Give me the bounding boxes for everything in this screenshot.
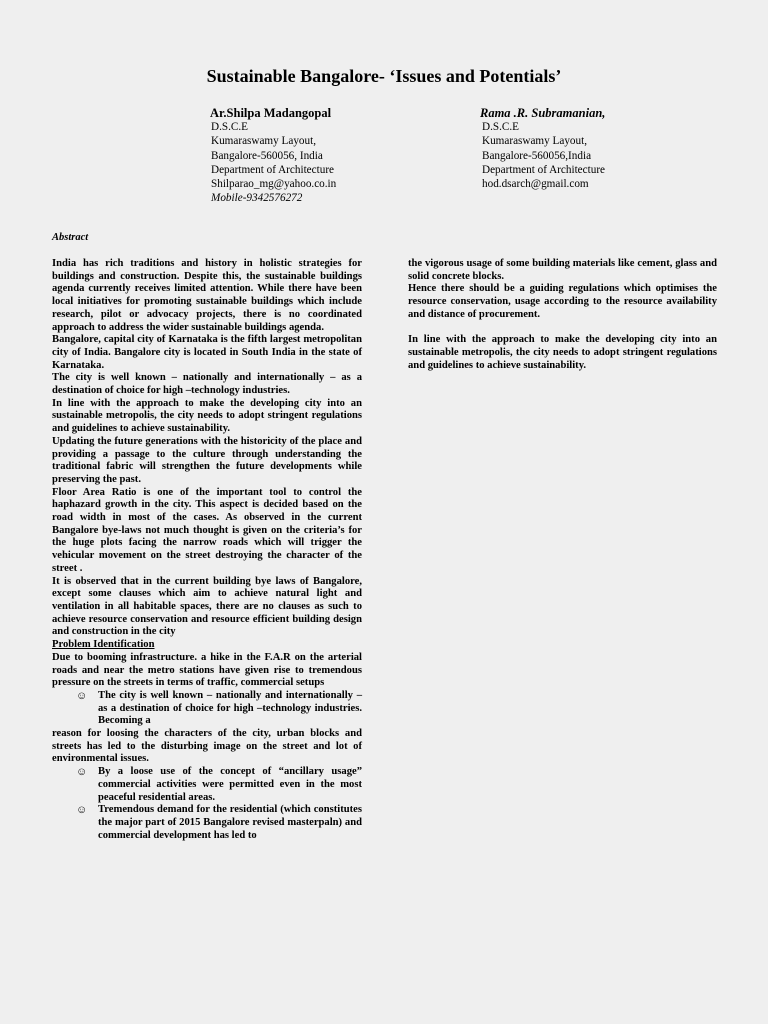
right-column (408, 258, 717, 372)
bullet-item (52, 766, 362, 804)
bullet-text: The city is well known – nationally and internationally – as a destination of choice for high –technology industries. Becoming a (98, 689, 362, 727)
author-1-mobile: Mobile-9342576272 (211, 192, 303, 205)
problem-heading: Problem Identification (52, 639, 155, 651)
author-block-1 (211, 106, 336, 205)
author-1-city: Bangalore-560056, India (211, 149, 323, 162)
author-name-2: Rama .R. Subramanian, (480, 106, 606, 120)
author-1-department: Department of Architecture (211, 163, 335, 176)
author-2-email: hod.dsarch@gmail.com (482, 178, 589, 191)
paragraph: Hence there should be a guiding regulations which optimises the resource conservation, usage according to the resource availability and distance of procurement. (408, 283, 717, 320)
author-1-institution: D.S.C.E (211, 121, 248, 134)
paragraph: Updating the future generations with the historicity of the place and providing a passage to the culture through understanding the traditional fabric will strengthen the future developments while preserving the past. (52, 435, 362, 485)
author-2-department: Department of Architecture (482, 163, 606, 176)
paragraph: In line with the approach to make the developing city into an sustainable metropolis, the city needs to adopt stringent regulations and guidelines to achieve sustainability. (408, 334, 717, 371)
left-column (52, 258, 362, 842)
bullet-item (52, 690, 362, 728)
problem-intro: Due to booming infrastructure. a hike in the F.A.R on the arterial roads and near the metro stations have given rise to tremendous pressure on the streets in terms of traffic, commercial setups (52, 651, 362, 689)
author-name-1: Ar.Shilpa Madangopal (210, 106, 332, 120)
paragraph: Floor Area Ratio is one of the important tool to control the haphazard growth in the city. This aspect is decided based on the road width in most of the cases. As observed in the current Bangalore bye-laws not much thought is given on the criteria’s for the huge plots facing the narrow roads which will trigger the vehicular movement on the street destroying the character of the street . (52, 486, 362, 574)
paper-title: Sustainable Bangalore- ‘Issues and Potentials’ (206, 66, 562, 86)
paragraph: In line with the approach to make the developing city into an sustainable metropolis, the city needs to adopt stringent regulations and guidelines to achieve sustainability. (52, 397, 362, 435)
paragraph: The city is well known – nationally and internationally – as a destination of choice for high –technology industries. (52, 372, 362, 397)
author-1-email: Shilparao_mg@yahoo.co.in (211, 178, 337, 191)
author-block-2 (482, 106, 605, 191)
author-2-city: Bangalore-560056,India (482, 149, 592, 162)
bullet-face-icon: ☺ (76, 689, 88, 702)
paragraph: It is observed that in the current building bye laws of Bangalore, except some clauses which aim to achieve natural light and ventilation in all habitable spaces, there are no clauses as such to achieve resource conservation and resource efficient building design and construction in the city (52, 575, 362, 638)
bullet-face-icon: ☺ (76, 804, 88, 817)
bullet-face-icon: ☺ (76, 766, 88, 779)
author-1-address: Kumaraswamy Layout, (211, 135, 317, 148)
bullet-text: By a loose use of the concept of “ancillary usage” commercial activities were permitted even in the most peaceful residential areas. (98, 766, 362, 803)
author-2-institution: D.S.C.E (482, 121, 519, 134)
bullet-continuation: reason for loosing the characters of the city, urban blocks and streets has led to the disturbing image on the street and lot of environmental issues. (52, 728, 362, 765)
paragraph: India has rich traditions and history in holistic strategies for buildings and construction. Despite this, the sustainable buildings agenda currently receives limited attention. While there have been local initiatives for promoting sustainable buildings which include research, pilot or advocacy projects, there is no coordinated approach to address the wider sustainable buildings agenda. (52, 258, 362, 333)
bullet-text: Tremendous demand for the residential (which constitutes the major part of 2015 Bangalore revised masterpaln) and commercial development has led to (98, 804, 362, 841)
paragraph: the vigorous usage of some building materials like cement, glass and solid concrete blocks. (408, 258, 717, 282)
abstract-label: Abstract (52, 232, 89, 243)
paragraph: Bangalore, capital city of Karnataka is the fifth largest metropolitan city of India. Bangalore city is located in South India in the state of Karnataka. (52, 334, 362, 371)
author-2-address: Kumaraswamy Layout, (482, 135, 588, 148)
bullet-item (52, 804, 362, 842)
